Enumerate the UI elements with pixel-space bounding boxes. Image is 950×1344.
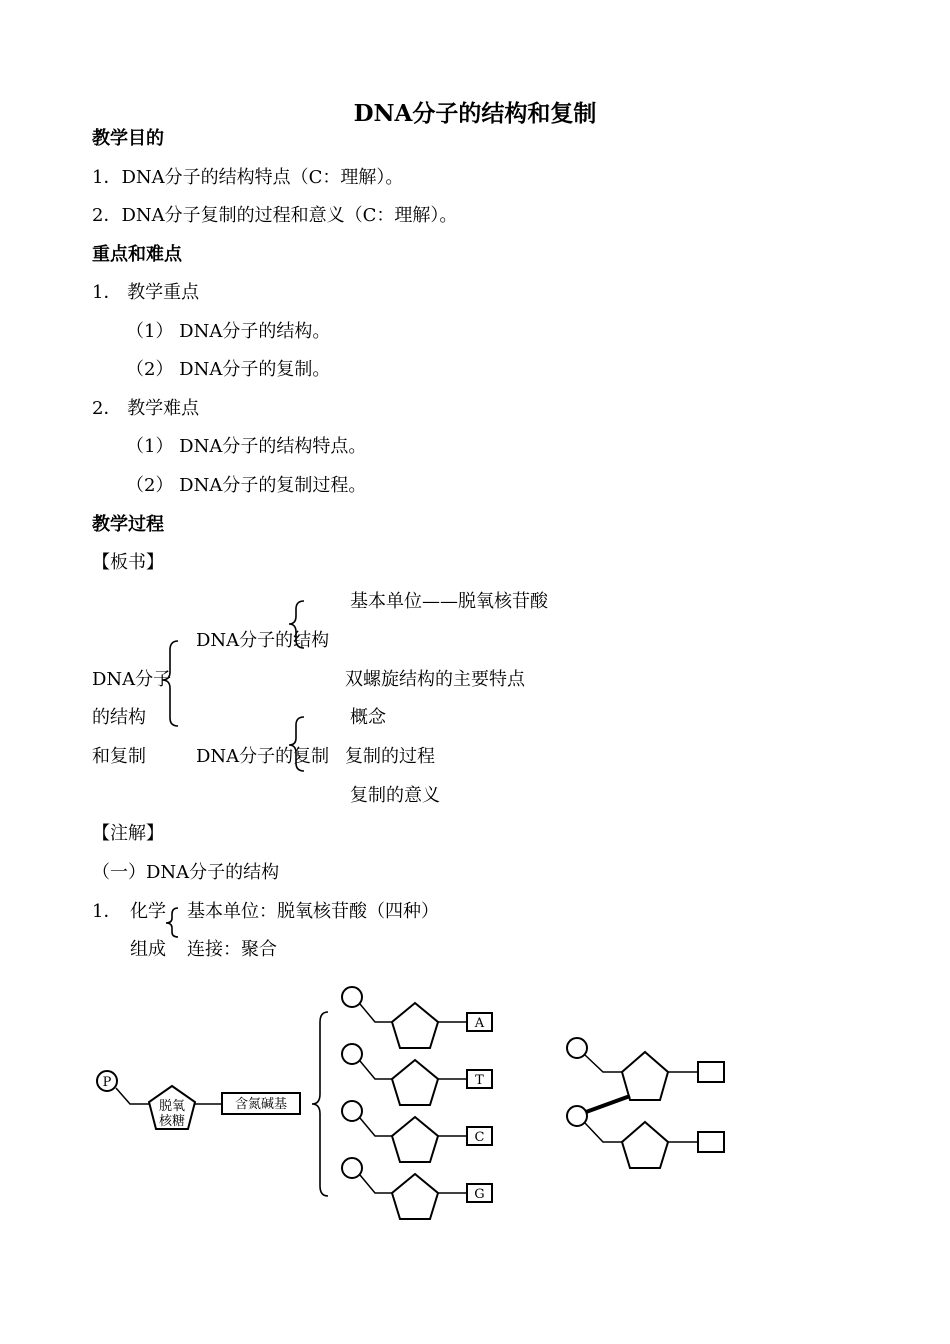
page-title: DNA分子的结构和复制 (353, 100, 597, 127)
board-label: 【板书】 (92, 552, 164, 573)
bond-line (360, 1118, 393, 1136)
sugar-label: 脱氧 (158, 1099, 186, 1114)
base-label: 含氮碱基 (234, 1097, 288, 1112)
phosphate-label: P (102, 1075, 112, 1090)
process-heading: 教学过程 (92, 514, 164, 535)
nucleotide-schematic (97, 1071, 300, 1129)
bond-line (360, 1175, 393, 1193)
base-rect (698, 1132, 724, 1152)
board-replication: DNA分子的复制 (196, 746, 330, 767)
base-nucleotide-c (342, 1101, 492, 1162)
base-nucleotides (342, 987, 492, 1219)
sugar-label: 核糖 (158, 1114, 186, 1129)
key-points-heading: 重点和难点 (92, 244, 182, 265)
notes-label: 【注解】 (92, 823, 164, 844)
focus-item: （2） DNA分子的复制。 (126, 359, 331, 380)
board-structure-child: 双螺旋结构的主要特点 (345, 669, 525, 690)
phosphodiester-bond (586, 1096, 630, 1112)
brace-chem (166, 908, 178, 937)
base-nucleotide-a (342, 987, 492, 1048)
objective-item: 1．DNA分子的结构特点（C：理解）。 (92, 167, 404, 188)
objective-item: 2．DNA分子复制的过程和意义（C：理解）。 (92, 205, 458, 226)
base-letter: G (474, 1187, 485, 1202)
chem-item: 连接：聚合 (187, 939, 277, 960)
board-structure-child: 基本单位——脱氧核苷酸 (350, 591, 548, 612)
difficulty-label: 2． 教学难点 (92, 398, 200, 419)
board-replication-child: 概念 (350, 707, 386, 728)
base-nucleotide-t (342, 1044, 492, 1105)
base-nucleotide-g (342, 1158, 492, 1219)
board-structure: DNA分子的结构 (196, 630, 330, 651)
deoxyribose-pentagon (392, 1174, 438, 1219)
difficulty-item: （1） DNA分子的结构特点。 (126, 436, 367, 457)
base-letter: T (475, 1073, 484, 1088)
deoxyribose-pentagon (622, 1052, 668, 1100)
chem-item: 基本单位：脱氧核苷酸（四种） (187, 901, 439, 922)
board-root-line: 和复制 (92, 746, 146, 767)
focus-item: （1） DNA分子的结构。 (126, 321, 331, 342)
chem-number: 1． (92, 901, 122, 922)
focus-label: 1． 教学重点 (92, 282, 200, 303)
chem-label: 化学 (130, 901, 166, 922)
board-replication-child: 复制的意义 (350, 785, 440, 806)
deoxyribose-pentagon (392, 1117, 438, 1162)
phosphate-circle (567, 1038, 587, 1058)
difficulty-item: （2） DNA分子的复制过程。 (126, 475, 367, 496)
board-root-line: 的结构 (92, 707, 146, 728)
bond-line (360, 1004, 393, 1022)
phosphate-circle (567, 1106, 587, 1126)
section-structure: （一）DNA分子的结构 (92, 862, 280, 883)
board-root-line: DNA分子 (92, 669, 172, 690)
phosphate-circle (342, 1101, 362, 1121)
bond-line (360, 1061, 393, 1079)
brace-bases (312, 1012, 328, 1196)
base-letter: A (474, 1016, 485, 1031)
deoxyribose-pentagon (392, 1060, 438, 1105)
phosphate-circle (342, 1044, 362, 1064)
deoxyribose-pentagon (392, 1003, 438, 1048)
base-letter: C (474, 1130, 485, 1145)
linked-nucleotides (567, 1038, 724, 1168)
board-replication-child: 复制的过程 (345, 746, 435, 767)
objectives-heading: 教学目的 (92, 128, 164, 149)
phosphate-circle (342, 987, 362, 1007)
chem-label: 组成 (130, 939, 166, 960)
base-rect (698, 1062, 724, 1082)
phosphate-circle (342, 1158, 362, 1178)
deoxyribose-pentagon (622, 1122, 668, 1168)
